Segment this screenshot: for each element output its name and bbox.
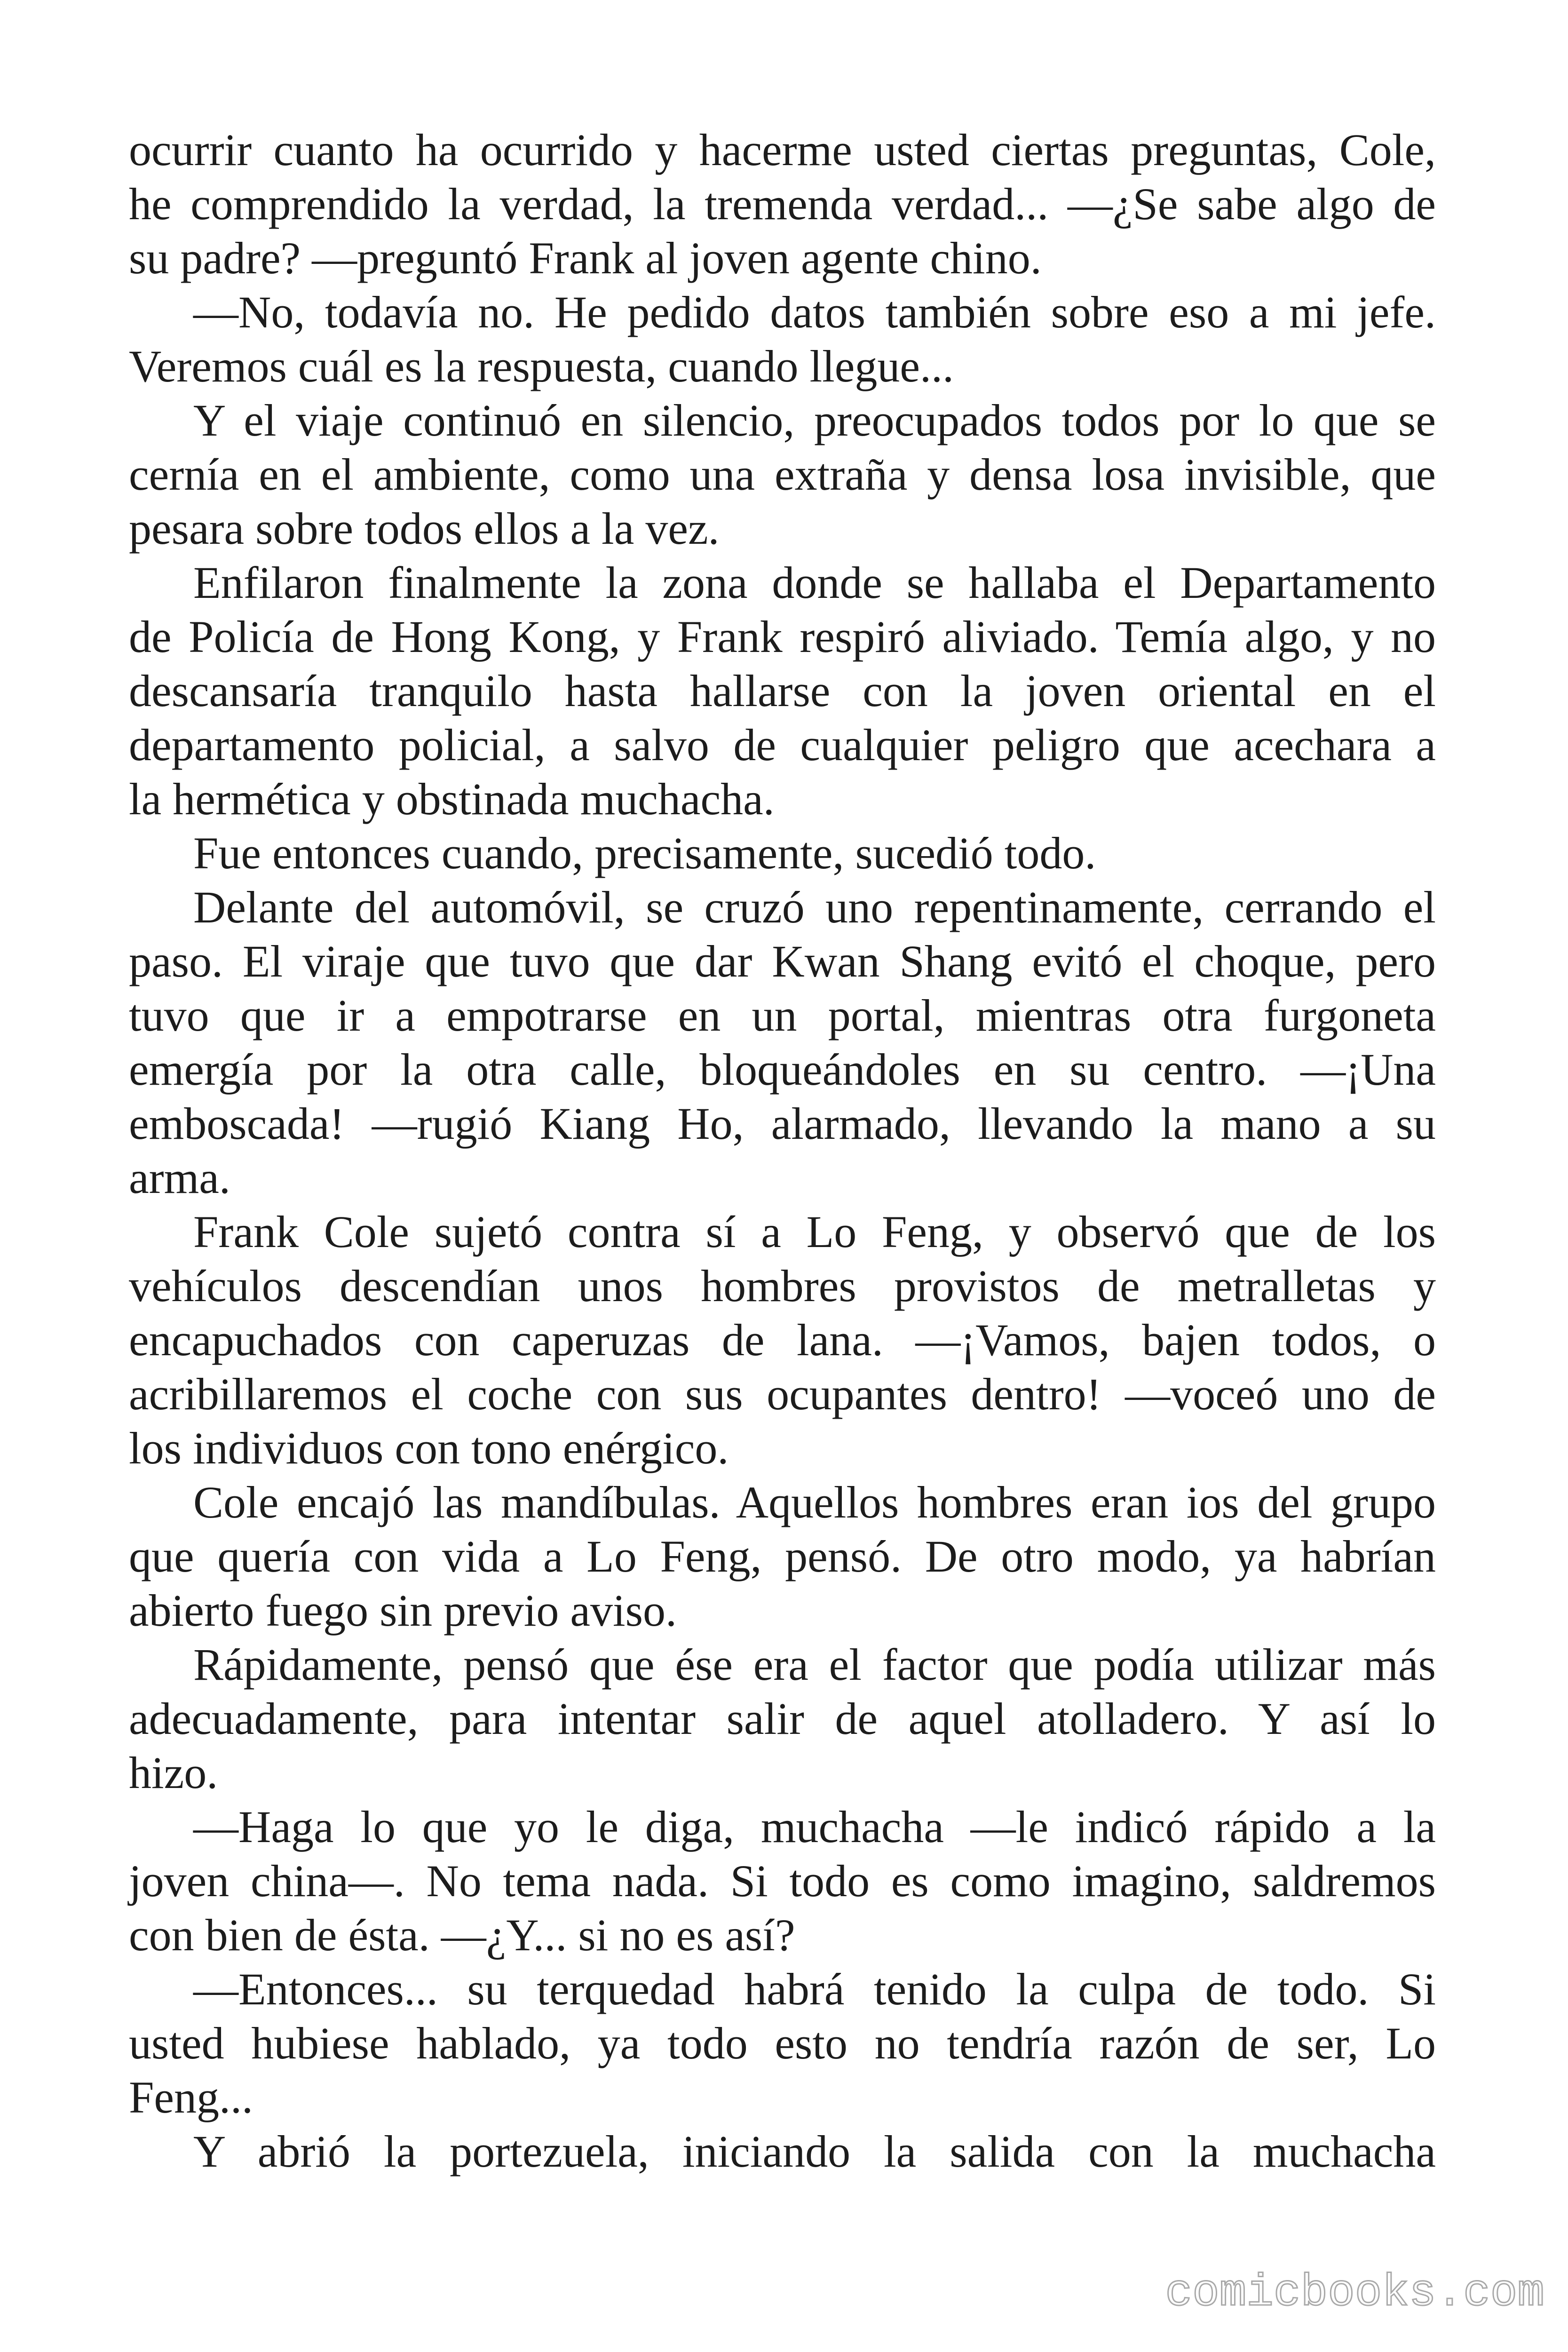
paragraph	[129, 556, 1436, 826]
paragraph	[129, 285, 1436, 393]
text-line: su padre? —preguntó Frank al joven agente chino.	[129, 233, 1042, 283]
text-line: joven china—. No tema nada. Si todo es como imagino, saldremos	[129, 1856, 1436, 1906]
text-line: —Entonces... su terquedad habrá tenido la culpa de todo. Si	[193, 1964, 1436, 2014]
text-line: tuvo que ir a empotrarse en un portal, mientras otra furgoneta	[129, 990, 1436, 1041]
paragraph	[129, 393, 1436, 556]
text-line: Y abrió la portezuela, iniciando la salida con la muchacha	[193, 2126, 1436, 2177]
watermark: comicbooks.com	[1165, 2267, 1544, 2319]
text-line: Frank Cole sujetó contra sí a Lo Feng, y observó que de los	[193, 1207, 1436, 1257]
text-line: Rápidamente, pensó que ése era el factor que podía utilizar más	[193, 1639, 1436, 1690]
text-line: Feng...	[129, 2072, 253, 2122]
text-line: usted hubiese hablado, ya todo esto no tendría razón de ser, Lo	[129, 2018, 1436, 2068]
text-line: cernía en el ambiente, como una extraña y densa losa invisible, que	[129, 449, 1436, 500]
paragraph	[129, 1637, 1436, 1800]
paragraph	[129, 123, 1436, 285]
text-line: Delante del automóvil, se cruzó uno repentinamente, cerrando el	[193, 882, 1436, 932]
text-line: —Haga lo que yo le diga, muchacha —le indicó rápido a la	[193, 1802, 1436, 1852]
text-line: descansaría tranquilo hasta hallarse con la joven oriental en el	[129, 666, 1436, 716]
text-line: acribillaremos el coche con sus ocupantes dentro! —voceó uno de	[129, 1369, 1436, 1419]
text-line: arma.	[129, 1152, 230, 1203]
text-line: departamento policial, a salvo de cualquier peligro que acechara a	[129, 720, 1436, 770]
text-line: Y el viaje continuó en silencio, preocupados todos por lo que se	[193, 395, 1436, 445]
text-line: —No, todavía no. He pedido datos también sobre eso a mi jefe.	[193, 287, 1436, 337]
text-line: Cole encajó las mandíbulas. Aquellos hombres eran ios del grupo	[193, 1477, 1436, 1527]
text-line: he comprendido la verdad, la tremenda verdad... —¿Se sabe algo de	[129, 179, 1436, 229]
text-line: la hermética y obstinada muchacha.	[129, 774, 775, 824]
text-line: Enfilaron finalmente la zona donde se hallaba el Departamento	[193, 557, 1436, 608]
text-line: Veremos cuál es la respuesta, cuando llegue...	[129, 341, 954, 391]
text-line: los individuos con tono enérgico.	[129, 1423, 729, 1473]
text-line: ocurrir cuanto ha ocurrido y hacerme usted ciertas preguntas, Cole,	[129, 125, 1436, 175]
paragraph	[129, 1800, 1436, 1962]
paragraph	[129, 2124, 1436, 2178]
paragraph	[129, 880, 1436, 1205]
text-line: que quería con vida a Lo Feng, pensó. De otro modo, ya habrían	[129, 1531, 1436, 1581]
paragraph	[129, 1962, 1436, 2124]
text-line: encapuchados con caperuzas de lana. —¡Vamos, bajen todos, o	[129, 1315, 1436, 1365]
text-line: emboscada! —rugió Kiang Ho, alarmado, llevando la mano a su	[129, 1098, 1436, 1149]
text-line: paso. El viraje que tuvo que dar Kwan Shang evitó el choque, pero	[129, 936, 1436, 986]
paragraph	[129, 1475, 1436, 1637]
text-line: hizo.	[129, 1748, 218, 1798]
body-text	[129, 123, 1436, 2178]
text-line: adecuadamente, para intentar salir de aquel atolladero. Y así lo	[129, 1693, 1436, 1744]
text-line: con bien de ésta. —¿Y... si no es así?	[129, 1910, 795, 1960]
text-line: de Policía de Hong Kong, y Frank respiró aliviado. Temía algo, y no	[129, 612, 1436, 662]
text-line: abierto fuego sin previo aviso.	[129, 1585, 677, 1636]
text-line: Fue entonces cuando, precisamente, sucedió todo.	[193, 828, 1096, 878]
text-line: pesara sobre todos ellos a la vez.	[129, 503, 720, 554]
paragraph	[129, 826, 1436, 880]
paragraph	[129, 1205, 1436, 1475]
text-line: emergía por la otra calle, bloqueándoles en su centro. —¡Una	[129, 1044, 1436, 1095]
text-line: vehículos descendían unos hombres provistos de metralletas y	[129, 1261, 1436, 1311]
